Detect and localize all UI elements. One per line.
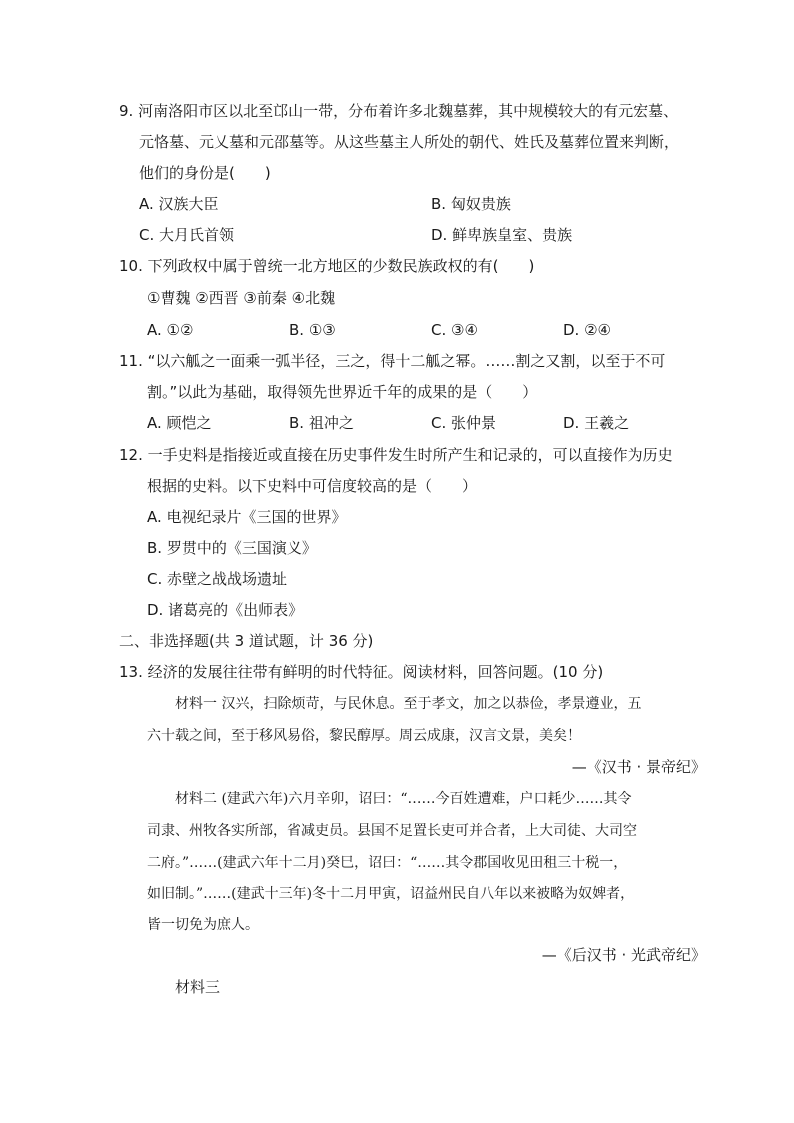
q9-stem-line1: 9. 河南洛阳市区以北至邙山一带，分布着许多北魏墓葬，其中规模较大的有元宏墓、	[119, 102, 679, 120]
q11-option-c: C. 张仲景	[431, 414, 497, 432]
q9-option-d: D. 鲜卑族皇室、贵族	[431, 226, 573, 244]
material2-source: —《后汉书 · 光武帝纪》	[541, 946, 706, 964]
q11-option-d: D. 王羲之	[563, 414, 630, 432]
material2-line1: 材料二 (建武六年)六月辛卯，诏曰：“……今百姓遭难，户口耗少……其令	[175, 791, 632, 807]
q9-stem-line3: 他们的身份是( )	[139, 164, 271, 182]
material1-line2: 六十载之间，至于移风易俗，黎民醇厚。周云成康，汉言文景，美矣！	[147, 728, 581, 744]
q9-stem-line2: 元恪墓、元乂墓和元邵墓等。从这些墓主人所处的朝代、姓氏及墓葬位置来判断，	[139, 133, 680, 151]
q12-option-b: B. 罗贯中的《三国演义》	[147, 539, 317, 557]
q10-option-b: B. ①③	[289, 321, 336, 339]
q9-option-a: A. 汉族大臣	[139, 195, 219, 213]
q12-stem-line2: 根据的史料。以下史料中可信度较高的是（ ）	[147, 477, 478, 495]
q10-option-c: C. ③④	[431, 321, 478, 339]
material2-line4: 如旧制。”……(建武十三年)冬十二月甲寅，诏益州民自八年以来被略为奴婢者，	[147, 886, 635, 902]
q11-stem-line1: 11. “以六觚之一面乘一弧半径，三之，得十二觚之幂。……割之又割，以至于不可	[119, 352, 666, 370]
q12-stem-line1: 12. 一手史料是指接近或直接在历史事件发生时所产生和记录的，可以直接作为历史	[119, 446, 673, 464]
material1-line1: 材料一 汉兴，扫除烦苛，与民休息。至于孝文，加之以恭俭，孝景遵业，五	[175, 696, 642, 712]
q10-items: ①曹魏 ②西晋 ③前秦 ④北魏	[147, 289, 336, 307]
q12-option-c: C. 赤壁之战战场遗址	[147, 570, 288, 588]
q11-option-b: B. 祖冲之	[289, 414, 354, 432]
material2-line2: 司隶、州牧各实所部，省减吏员。县国不足置长吏可并合者，上大司徒、大司空	[147, 823, 637, 839]
material2-line5: 皆一切免为庶人。	[147, 917, 259, 933]
q10-option-d: D. ②④	[563, 321, 611, 339]
q10-stem-line1: 10. 下列政权中属于曾统一北方地区的少数民族政权的有( )	[119, 257, 535, 275]
q9-option-b: B. 匈奴贵族	[431, 195, 511, 213]
section-heading: 二、非选择题(共 3 道试题，计 36 分)	[119, 632, 374, 650]
q11-option-a: A. 顾恺之	[147, 414, 212, 432]
material2-line3: 二府。”……(建武六年十二月)癸巳，诏曰：“……其令郡国收见田租三十税一，	[147, 855, 628, 871]
q12-option-a: A. 电视纪录片《三国的世界》	[147, 508, 347, 526]
material1-source: —《汉书 · 景帝纪》	[571, 758, 706, 776]
q9-option-c: C. 大月氏首领	[139, 226, 235, 244]
q11-stem-line2: 割。”以此为基础，取得领先世界近千年的成果的是（ ）	[147, 383, 538, 401]
q10-option-a: A. ①②	[147, 321, 194, 339]
material3-label: 材料三	[175, 978, 221, 996]
q13-stem-line1: 13. 经济的发展往往带有鲜明的时代特征。阅读材料，回答问题。(10 分)	[119, 663, 604, 681]
q12-option-d: D. 诸葛亮的《出师表》	[147, 601, 304, 619]
